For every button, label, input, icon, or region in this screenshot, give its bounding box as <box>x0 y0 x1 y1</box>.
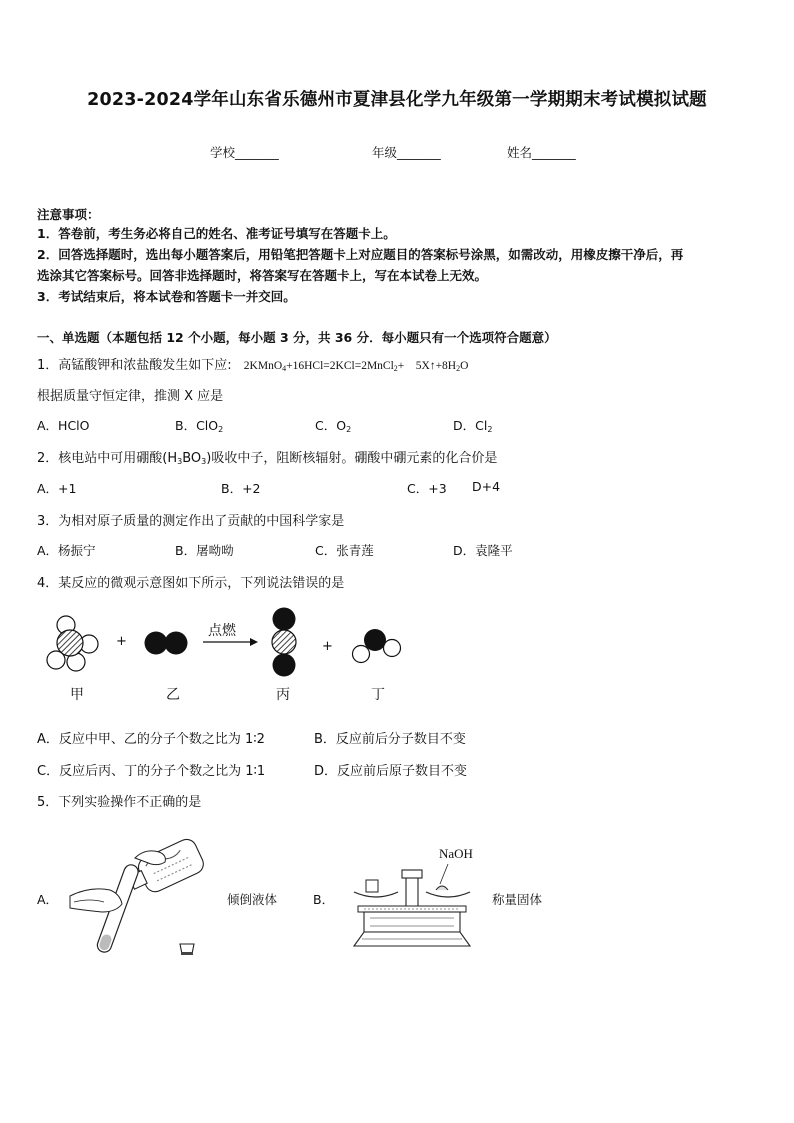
q5-option-a-text: 倾倒液体 <box>227 892 278 907</box>
q4-option-b: B．反应前后分子数目不变 <box>314 732 466 747</box>
q4-option-c: C．反应后丙、丁的分子个数之比为 1∶1 <box>37 764 266 779</box>
q1-option-b: B．ClO$_2$ <box>175 418 224 434</box>
note-1: 1．答卷前，考生务必将自己的姓名、准考证号填写在答题卡上。 <box>37 226 396 241</box>
molecule-jia <box>47 616 98 671</box>
q2-option-a: A．+1 <box>37 481 77 496</box>
name-field: 姓名_______ <box>507 145 576 160</box>
page-title: 2023-2024学年山东省乐德州市夏津县化学九年级第一学期期末考试模拟试题 <box>87 90 707 110</box>
question-5-stem: 5．下列实验操作不正确的是 <box>37 795 202 810</box>
q3-option-c: C．张青莲 <box>315 543 374 558</box>
q4-option-d: D．反应前后原子数目不变 <box>314 764 468 779</box>
molecule-yi <box>145 632 188 655</box>
q3-option-a: A．杨振宁 <box>37 543 96 558</box>
q1-equation: 2KMnO$_4$+16HCl=2KCl=2MnCl$_2$+ $5X↑+8H_2O$ <box>243 360 469 373</box>
q5-option-b-label: B． <box>313 892 335 907</box>
q2-option-c: C．+3 <box>407 481 447 496</box>
balance-illustration <box>348 862 478 954</box>
grade-field: 年级_______ <box>372 145 441 160</box>
plus-sign-2: + <box>322 639 333 654</box>
section-heading: 一、单选题（本题包括 12 个小题，每小题 3 分，共 36 分．每小题只有一个选项符合题意） <box>37 330 557 345</box>
naoh-label: NaOH <box>439 846 473 861</box>
q2-option-d: D+4 <box>472 479 501 494</box>
q1-option-c: C．$O_2$ <box>315 418 352 434</box>
arrow-head <box>250 638 258 646</box>
label-ding: 丁 <box>371 687 385 703</box>
q4-option-a: A．反应中甲、乙的分子个数之比为 1∶2 <box>37 732 265 747</box>
question-1-line2: 根据质量守恒定律，推测 X 应是 <box>37 389 224 404</box>
q3-option-b: B．屠呦呦 <box>175 543 234 558</box>
note-2-line2: 选涂其它答案标号。回答非选择题时，将答案写在答题卡上，写在本试卷上无效。 <box>37 268 488 283</box>
plus-sign-1: + <box>116 634 127 649</box>
note-2-line1: 2．回答选择题时，选出每小题答案后，用铅笔把答题卡上对应题目的答案标号涂黑，如需改动，用橡皮擦干净后，再 <box>37 247 684 262</box>
q1-option-d: D．$Cl_2$ <box>453 418 493 434</box>
q1-option-a: A．HClO <box>37 418 90 433</box>
notes-heading: 注意事项： <box>37 207 100 222</box>
pouring-liquid-illustration <box>60 826 220 961</box>
q3-option-d: D．袁隆平 <box>453 543 513 558</box>
question-2-stem: 2．核电站中可用硼酸$(H_3BO_3)$吸收中子，阻断核辐射。硼酸中硼元素的化合价是 <box>37 451 498 466</box>
question-3-stem: 3．为相对原子质量的测定作出了贡献的中国科学家是 <box>37 514 345 529</box>
question-1-stem <box>37 354 468 373</box>
q1-stem-text: 1．高锰酸钾和浓盐酸发生如下应: <box>37 358 232 373</box>
school-field: 学校_______ <box>210 145 279 160</box>
q5-option-a-label: A． <box>37 892 59 907</box>
question-4-stem: 4．某反应的微观示意图如下所示，下列说法错误的是 <box>37 576 345 591</box>
reaction-micro-diagram <box>0 600 794 710</box>
q2-option-b: B．+2 <box>221 481 261 496</box>
molecule-bing <box>272 608 296 677</box>
label-bing: 丙 <box>276 687 290 703</box>
reaction-condition: 点燃 <box>208 623 236 639</box>
molecule-ding <box>353 629 401 663</box>
label-jia: 甲 <box>70 687 84 703</box>
q5-option-b-text: 称量固体 <box>492 892 543 907</box>
label-yi: 乙 <box>166 687 180 703</box>
note-3: 3．考试结束后，将本试卷和答题卡一并交回。 <box>37 289 296 304</box>
